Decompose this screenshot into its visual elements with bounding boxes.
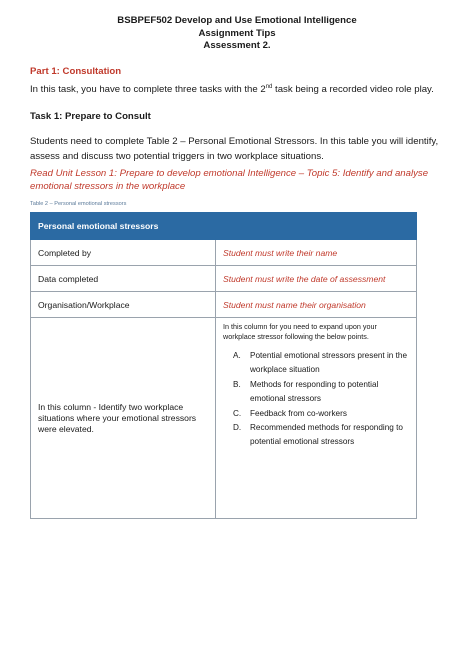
item-marker: A.: [233, 351, 241, 360]
list-item: [223, 421, 409, 450]
item-text: Feedback from co-workers: [250, 408, 347, 418]
assessment-label: Assessment 2.: [203, 40, 271, 51]
item-text: Recommended methods for responding to potential emotional stressors: [250, 423, 403, 447]
part-title: Part 1: Consultation: [30, 66, 122, 77]
item-marker: B.: [233, 379, 241, 389]
list-item: [223, 407, 409, 421]
document-header: [0, 15, 474, 53]
table-row: [31, 266, 417, 292]
expand-instruction: In this column for you need to expand upon your workplace stressor following the below points.: [223, 322, 377, 341]
list-item: [223, 378, 409, 407]
table-header: Personal emotional stressors: [31, 213, 417, 240]
table-row: [31, 318, 417, 519]
item-marker: D.: [233, 423, 242, 433]
intro-superscript: nd: [265, 83, 273, 90]
table-header-row: [31, 213, 417, 240]
table-caption: Table 2 – Personal emotional stressors: [30, 201, 127, 207]
course-title: BSBPEF502 Develop and Use Emotional Intelligence: [117, 15, 357, 26]
task-description: Students need to complete Table 2 – Personal Emotional Stressors. In this table you will identify, assess and discuss two potential triggers in two workplace situations.: [30, 136, 439, 163]
intro-paragraph: [30, 82, 444, 97]
row-value: Student must write their name: [216, 240, 417, 266]
item-text: Potential emotional stressors present in the workplace situation: [250, 351, 408, 375]
task-title: Task 1: Prepare to Consult: [30, 111, 151, 122]
row-label: Completed by: [31, 240, 216, 266]
item-text: Methods for responding to potential emotional stressors: [250, 379, 379, 404]
item-marker: C.: [233, 408, 242, 418]
table-row: [31, 292, 417, 318]
intro-text-a: In this task, you have to complete three tasks with the 2: [30, 84, 266, 95]
stressors-table: [30, 212, 417, 519]
points-list: [223, 349, 409, 450]
row-value: Student must write the date of assessment: [216, 266, 417, 292]
list-item: [223, 349, 409, 378]
intro-text-b: task being a recorded video role play.: [272, 84, 434, 95]
table-row: [31, 240, 417, 266]
row-label: Data completed: [31, 266, 216, 292]
reading-instruction: Read Unit Lesson 1: Prepare to develop emotional Intelligence – Topic 5: Identify and analyse emotional stressors in the workplace: [30, 168, 429, 192]
expand-instruction-cell: [216, 318, 417, 519]
situations-instruction: In this column - Identify two workplace situations where your emotional stressors were elevated.: [31, 318, 216, 519]
row-value: Student must name their organisation: [216, 292, 417, 318]
document-subtitle: Assignment Tips: [198, 27, 276, 39]
row-label: Organisation/Workplace: [31, 292, 216, 318]
